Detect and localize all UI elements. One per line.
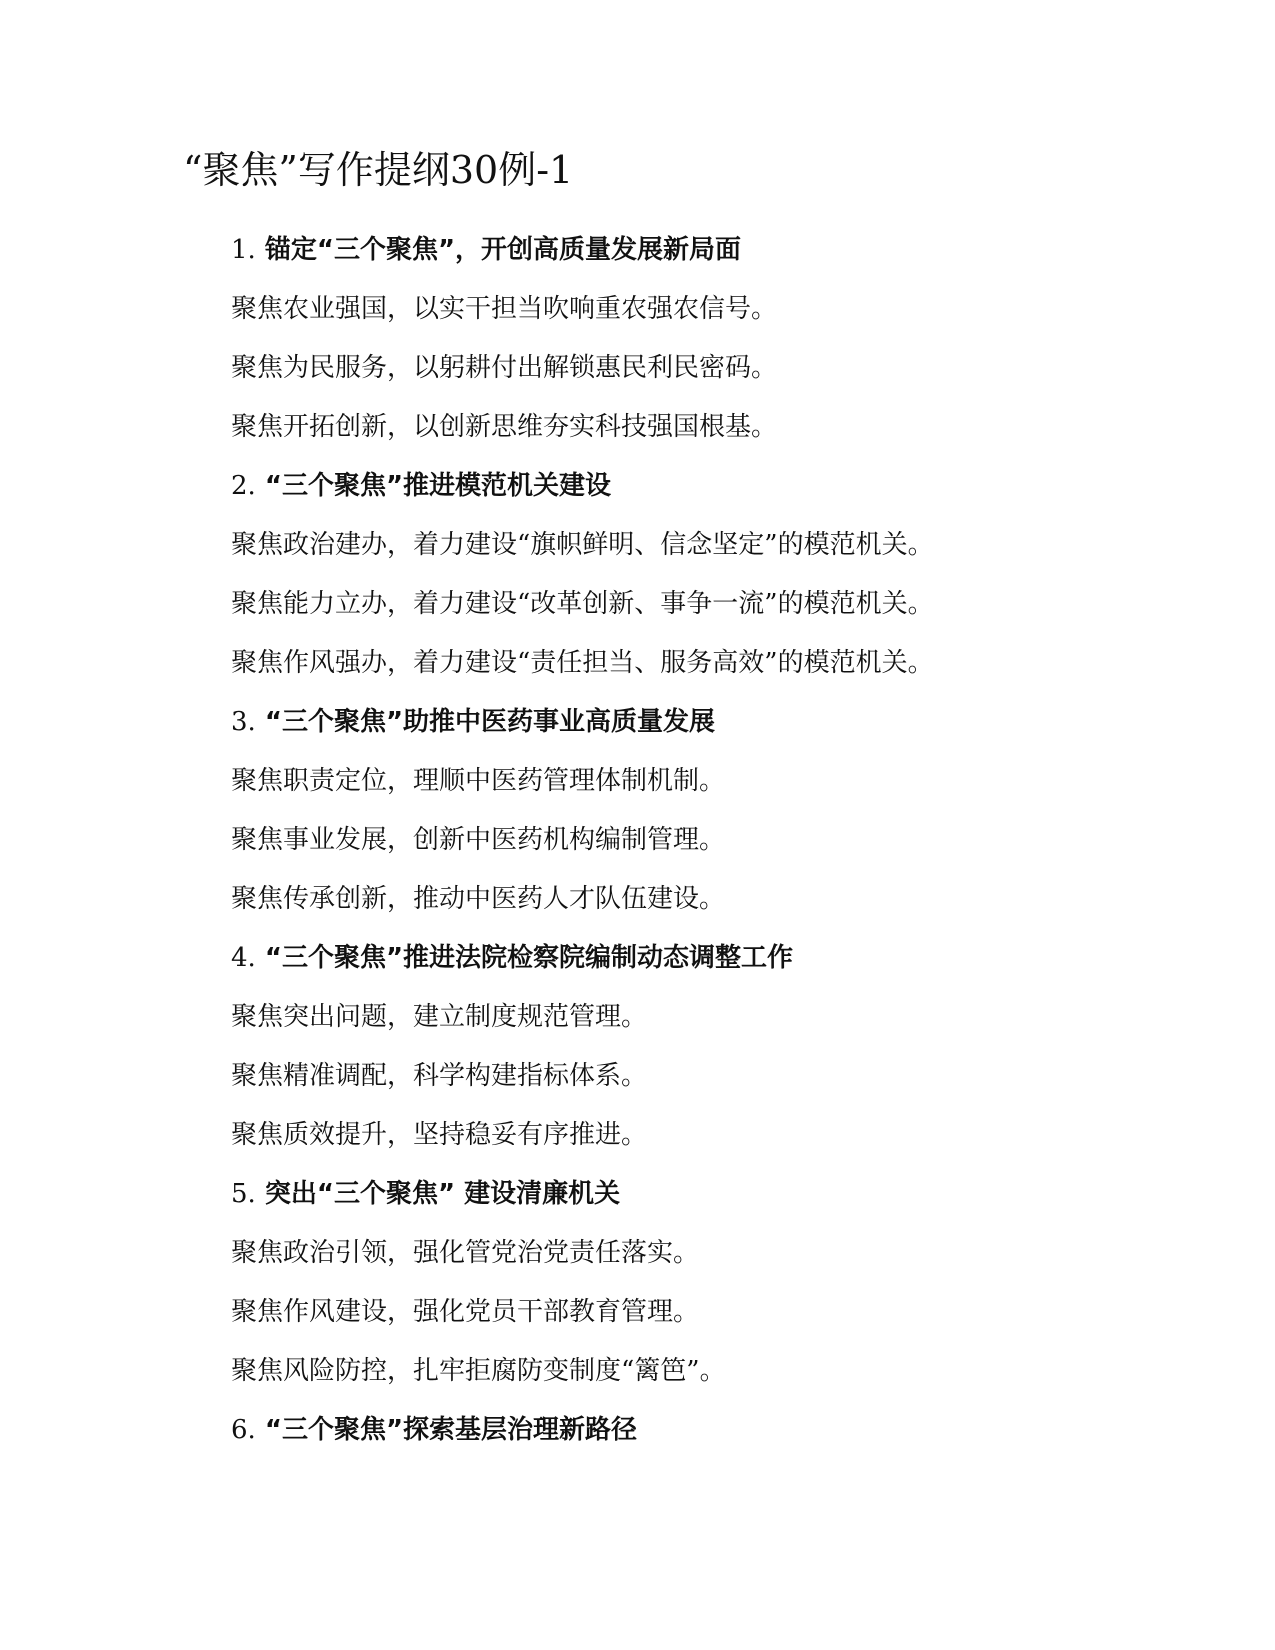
- section-title: “三个聚焦”推进法院检察院编制动态调整工作: [264, 943, 794, 973]
- document-body: [231, 221, 1241, 1460]
- body-line: 聚焦突出问题，建立制度规范管理。: [231, 1002, 648, 1032]
- body-line: 聚焦质效提升，坚持稳妥有序推进。: [231, 1120, 648, 1150]
- section-number: 5.: [231, 1179, 256, 1209]
- section-number: 3.: [231, 707, 256, 737]
- section-heading: [231, 457, 1241, 516]
- body-line: 聚焦职责定位，理顺中医药管理体制机制。: [231, 766, 726, 796]
- body-line: 聚焦作风建设，强化党员干部教育管理。: [231, 1297, 700, 1327]
- body-line: 聚焦政治引领，强化管党治党责任落实。: [231, 1238, 700, 1268]
- section-title: 锚定“三个聚焦”，开创高质量发展新局面: [264, 235, 742, 265]
- section-title: “三个聚焦”助推中医药事业高质量发展: [264, 707, 716, 737]
- section-number: 4.: [231, 943, 256, 973]
- page-title: “聚焦”写作提纲30例-1: [183, 148, 574, 192]
- body-line: 聚焦能力立办，着力建设“改革创新、事争一流”的模范机关。: [231, 589, 934, 619]
- body-line: 聚焦精准调配，科学构建指标体系。: [231, 1061, 648, 1091]
- section-number: 6.: [231, 1415, 256, 1445]
- section-heading: [231, 693, 1241, 752]
- body-line: 聚焦风险防控，扎牢拒腐防变制度“篱笆”。: [231, 1356, 726, 1386]
- body-line: 聚焦传承创新，推动中医药人才队伍建设。: [231, 884, 726, 914]
- body-line: 聚焦开拓创新，以创新思维夯实科技强国根基。: [231, 412, 778, 442]
- section-number: 2.: [231, 471, 256, 501]
- body-line: 聚焦政治建办，着力建设“旗帜鲜明、信念坚定”的模范机关。: [231, 530, 934, 560]
- section-heading: [231, 221, 1241, 280]
- body-line: 聚焦农业强国，以实干担当吹响重农强农信号。: [231, 294, 778, 324]
- body-line: 聚焦作风强办，着力建设“责任担当、服务高效”的模范机关。: [231, 648, 934, 678]
- section-title: 突出“三个聚焦” 建设清廉机关: [264, 1179, 621, 1209]
- section-title: “三个聚焦”推进模范机关建设: [264, 471, 612, 501]
- section-heading: [231, 929, 1241, 988]
- section-heading: [231, 1401, 1241, 1460]
- section-title: “三个聚焦”探索基层治理新路径: [264, 1415, 638, 1445]
- section-number: 1.: [231, 235, 256, 265]
- body-line: 聚焦事业发展，创新中医药机构编制管理。: [231, 825, 726, 855]
- section-heading: [231, 1165, 1241, 1224]
- body-line: 聚焦为民服务，以躬耕付出解锁惠民利民密码。: [231, 353, 778, 383]
